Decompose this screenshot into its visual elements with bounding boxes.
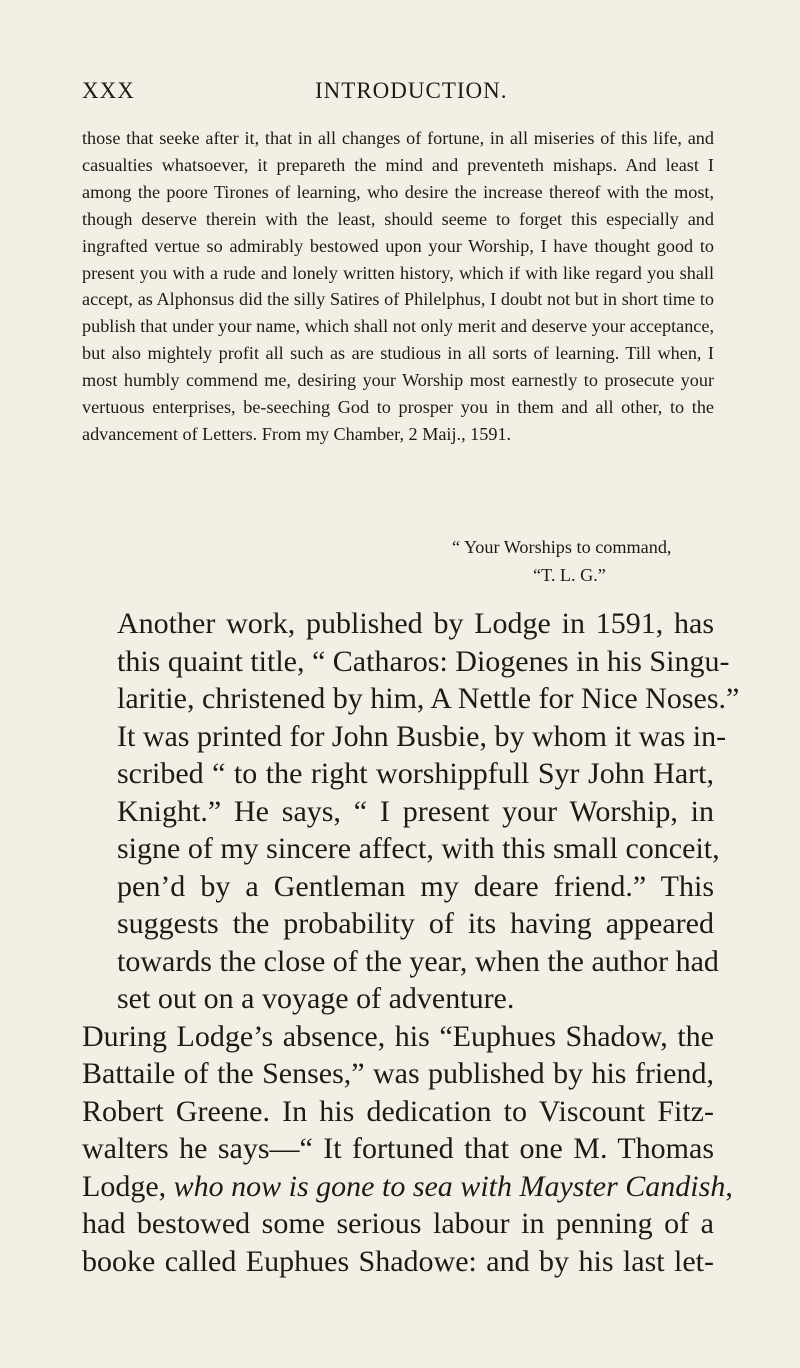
dedication-letter xyxy=(82,125,714,448)
letter-text: those that seeke after it, that in all changes of fortune, in all miseries of this life, and casualties whatsoever, it prepareth the mind and preventeth mishaps. And least I among the poore Tirones of learning, who desire the increase thereof with the most, though deserve therein with the least, should seeme to forget this especially and ingrafted vertue so admirably bestowed upon your Worship, I have thought good to present you with a rude and lonely written history, which if with like regard you shall accept, as Alphonsus did the silly Satires of Philelphus, I doubt not but in short time to publish that under your name, which shall not only merit and deserve your acceptance, but also mightely profit all such as are studious in all sorts of learning. Till when, I most humbly commend me, desiring your Worship most earnestly to prosecute your vertuous enterprises, be-seeching God to prosper you in them and all other, to the advancement of Letters. From my Chamber, 2 Maij., 1591. xyxy=(82,128,714,444)
paragraph-catharos xyxy=(82,605,740,1018)
text-line: pen’d by a Gentleman my deare friend.” This xyxy=(117,869,714,903)
text-line: towards the close of the year, when the author had xyxy=(117,944,719,978)
text-line: this quaint title, “ Catharos: Diogenes in his Singu- xyxy=(117,644,730,678)
text-line: laritie, christened by him, A Nettle for Nice Noses.” xyxy=(117,682,740,715)
text-line: signe of my sincere affect, with this small conceit, xyxy=(117,832,720,865)
text-line: set out on a voyage of adventure. xyxy=(117,982,515,1015)
text-line: walters he says—“ It fortuned that one M. Thomas xyxy=(82,1132,714,1165)
text-fragment: Lodge, xyxy=(82,1169,174,1203)
italic-phrase: who now is gone to sea with Mayster Candish xyxy=(173,1169,726,1203)
paragraph-euphues-shadow xyxy=(82,1018,733,1281)
text-line: scribed “ to the right worshippfull Syr John Hart, xyxy=(117,757,714,790)
text-line: Battaile of the Senses,” was published by his friend, xyxy=(82,1057,714,1090)
letter-signature: “T. L. G.” xyxy=(533,565,606,585)
main-text xyxy=(82,605,740,1280)
text-line: Knight.” He says, “ I present your Worship, in xyxy=(117,794,714,828)
page-number: XXX xyxy=(82,78,135,103)
text-line: It was printed for John Busbie, by whom it was in- xyxy=(117,719,727,753)
page-header xyxy=(82,78,714,108)
text-line: booke called Euphues Shadowe: and by his last let- xyxy=(82,1244,714,1278)
running-title: INTRODUCTION. xyxy=(315,78,508,103)
text-line: had bestowed some serious labour in penning of a xyxy=(82,1207,714,1240)
text-line-italic-phrase xyxy=(82,1168,733,1206)
text-line: Robert Greene. In his dedication to Viscount Fitz- xyxy=(82,1094,714,1128)
text-line: Another work, published by Lodge in 1591, has xyxy=(117,607,714,640)
text-fragment: , xyxy=(725,1169,733,1203)
text-line: suggests the probability of its having appeared xyxy=(117,907,714,940)
letter-closing: “ Your Worships to command, xyxy=(452,537,672,557)
text-line: During Lodge’s absence, his “Euphues Shadow, the xyxy=(82,1019,714,1053)
